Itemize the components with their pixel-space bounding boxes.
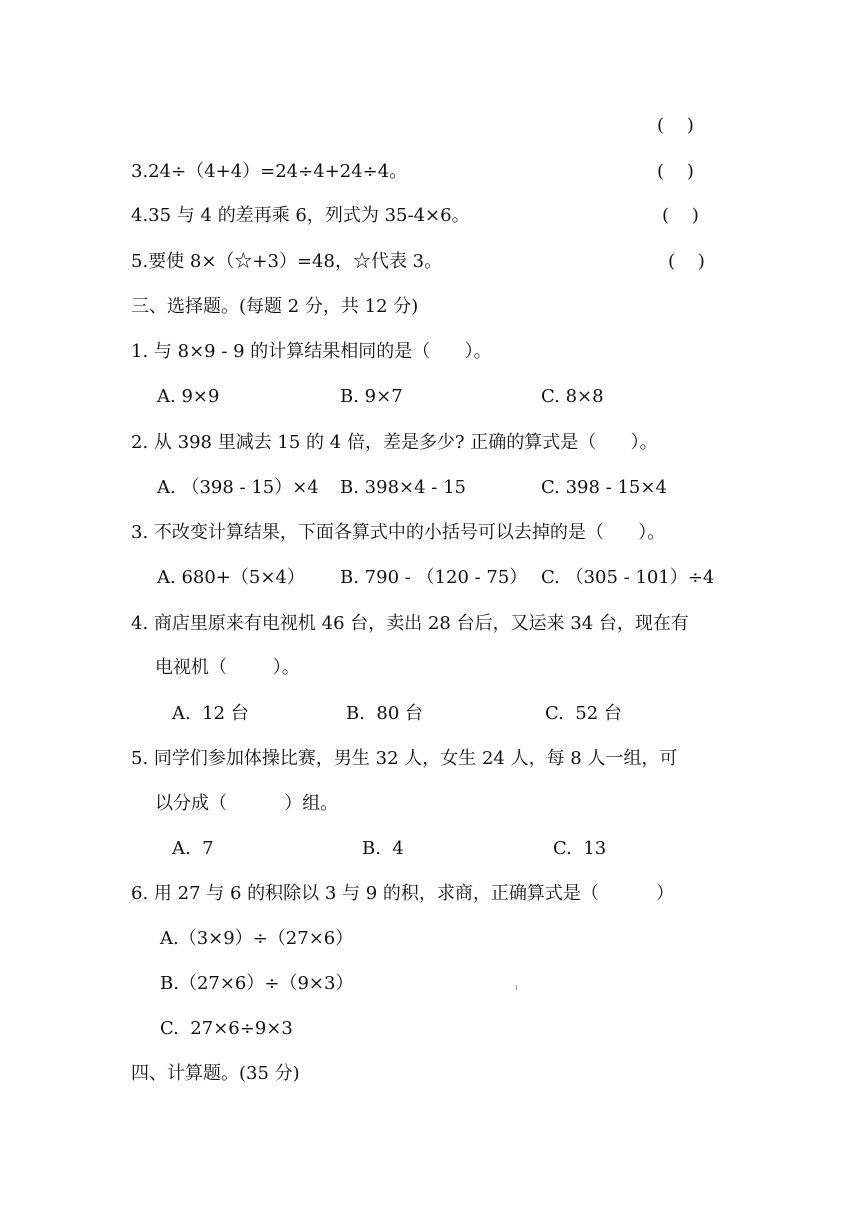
question-2-option-a: A. （398 - 15）×4 [157, 477, 319, 498]
answer-paren-item-5: ( ) [668, 251, 705, 272]
question-5-option-b: B. 4 [362, 838, 404, 859]
question-5-option-c: C. 13 [553, 838, 607, 859]
question-6-stem: 6. 用 27 与 6 的积除以 3 与 9 的积，求商，正确算式是（ ） [131, 883, 675, 904]
question-5-option-a: A. 7 [172, 838, 214, 859]
question-4-stem-line1: 4. 商店里原来有电视机 46 台，卖出 28 台后，又运来 34 台，现在有 [131, 613, 689, 634]
question-3-option-b: B. 790 - （120 - 75） [340, 567, 528, 588]
section-title-choice: 三、选择题。(每题 2 分，共 12 分) [131, 296, 419, 317]
scan-speck [516, 985, 517, 990]
question-1-stem: 1. 与 8×9 - 9 的计算结果相同的是（ ）。 [131, 341, 492, 362]
answer-paren-prev-item: ( ) [657, 115, 694, 136]
question-6-option-c: C. 27×6÷9×3 [160, 1018, 293, 1039]
question-1-option-a: A. 9×9 [157, 386, 220, 407]
question-4-option-b: B. 80 台 [346, 703, 424, 724]
question-2-option-c: C. 398 - 15×4 [541, 477, 667, 498]
question-2-stem: 2. 从 398 里减去 15 的 4 倍，差是多少? 正确的算式是（ ）。 [131, 432, 658, 453]
question-5-stem-line2: 以分成（ ）组。 [155, 793, 339, 814]
question-6-option-a: A.（3×9）÷（27×6） [160, 928, 354, 949]
question-4-option-c: C. 52 台 [545, 703, 622, 724]
question-1-option-b: B. 9×7 [340, 386, 403, 407]
question-3-option-c: C. （305 - 101）÷4 [541, 567, 715, 588]
question-4-stem-line2: 电视机（ ）。 [155, 657, 300, 678]
question-3-option-a: A. 680+（5×4） [157, 567, 305, 588]
question-2-option-b: B. 398×4 - 15 [340, 477, 466, 498]
question-4-option-a: A. 12 台 [172, 703, 249, 724]
question-3-stem: 3. 不改变计算结果，下面各算式中的小括号可以去掉的是（ ）。 [131, 522, 666, 543]
section-title-calculation: 四、计算题。(35 分) [131, 1063, 300, 1084]
question-5-stem-line1: 5. 同学们参加体操比赛，男生 32 人，女生 24 人，每 8 人一组，可 [131, 748, 678, 769]
judge-item-3: 3.24÷（4+4）=24÷4+24÷4。 [131, 161, 408, 182]
answer-paren-item-4: ( ) [662, 205, 699, 226]
judge-item-4: 4.35 与 4 的差再乘 6，列式为 35-4×6。 [131, 205, 470, 226]
question-6-option-b: B.（27×6）÷（9×3） [160, 973, 354, 994]
answer-paren-item-3: ( ) [657, 161, 694, 182]
judge-item-5: 5.要使 8×（☆+3）=48，☆代表 3。 [131, 251, 443, 272]
question-1-option-c: C. 8×8 [541, 386, 604, 407]
